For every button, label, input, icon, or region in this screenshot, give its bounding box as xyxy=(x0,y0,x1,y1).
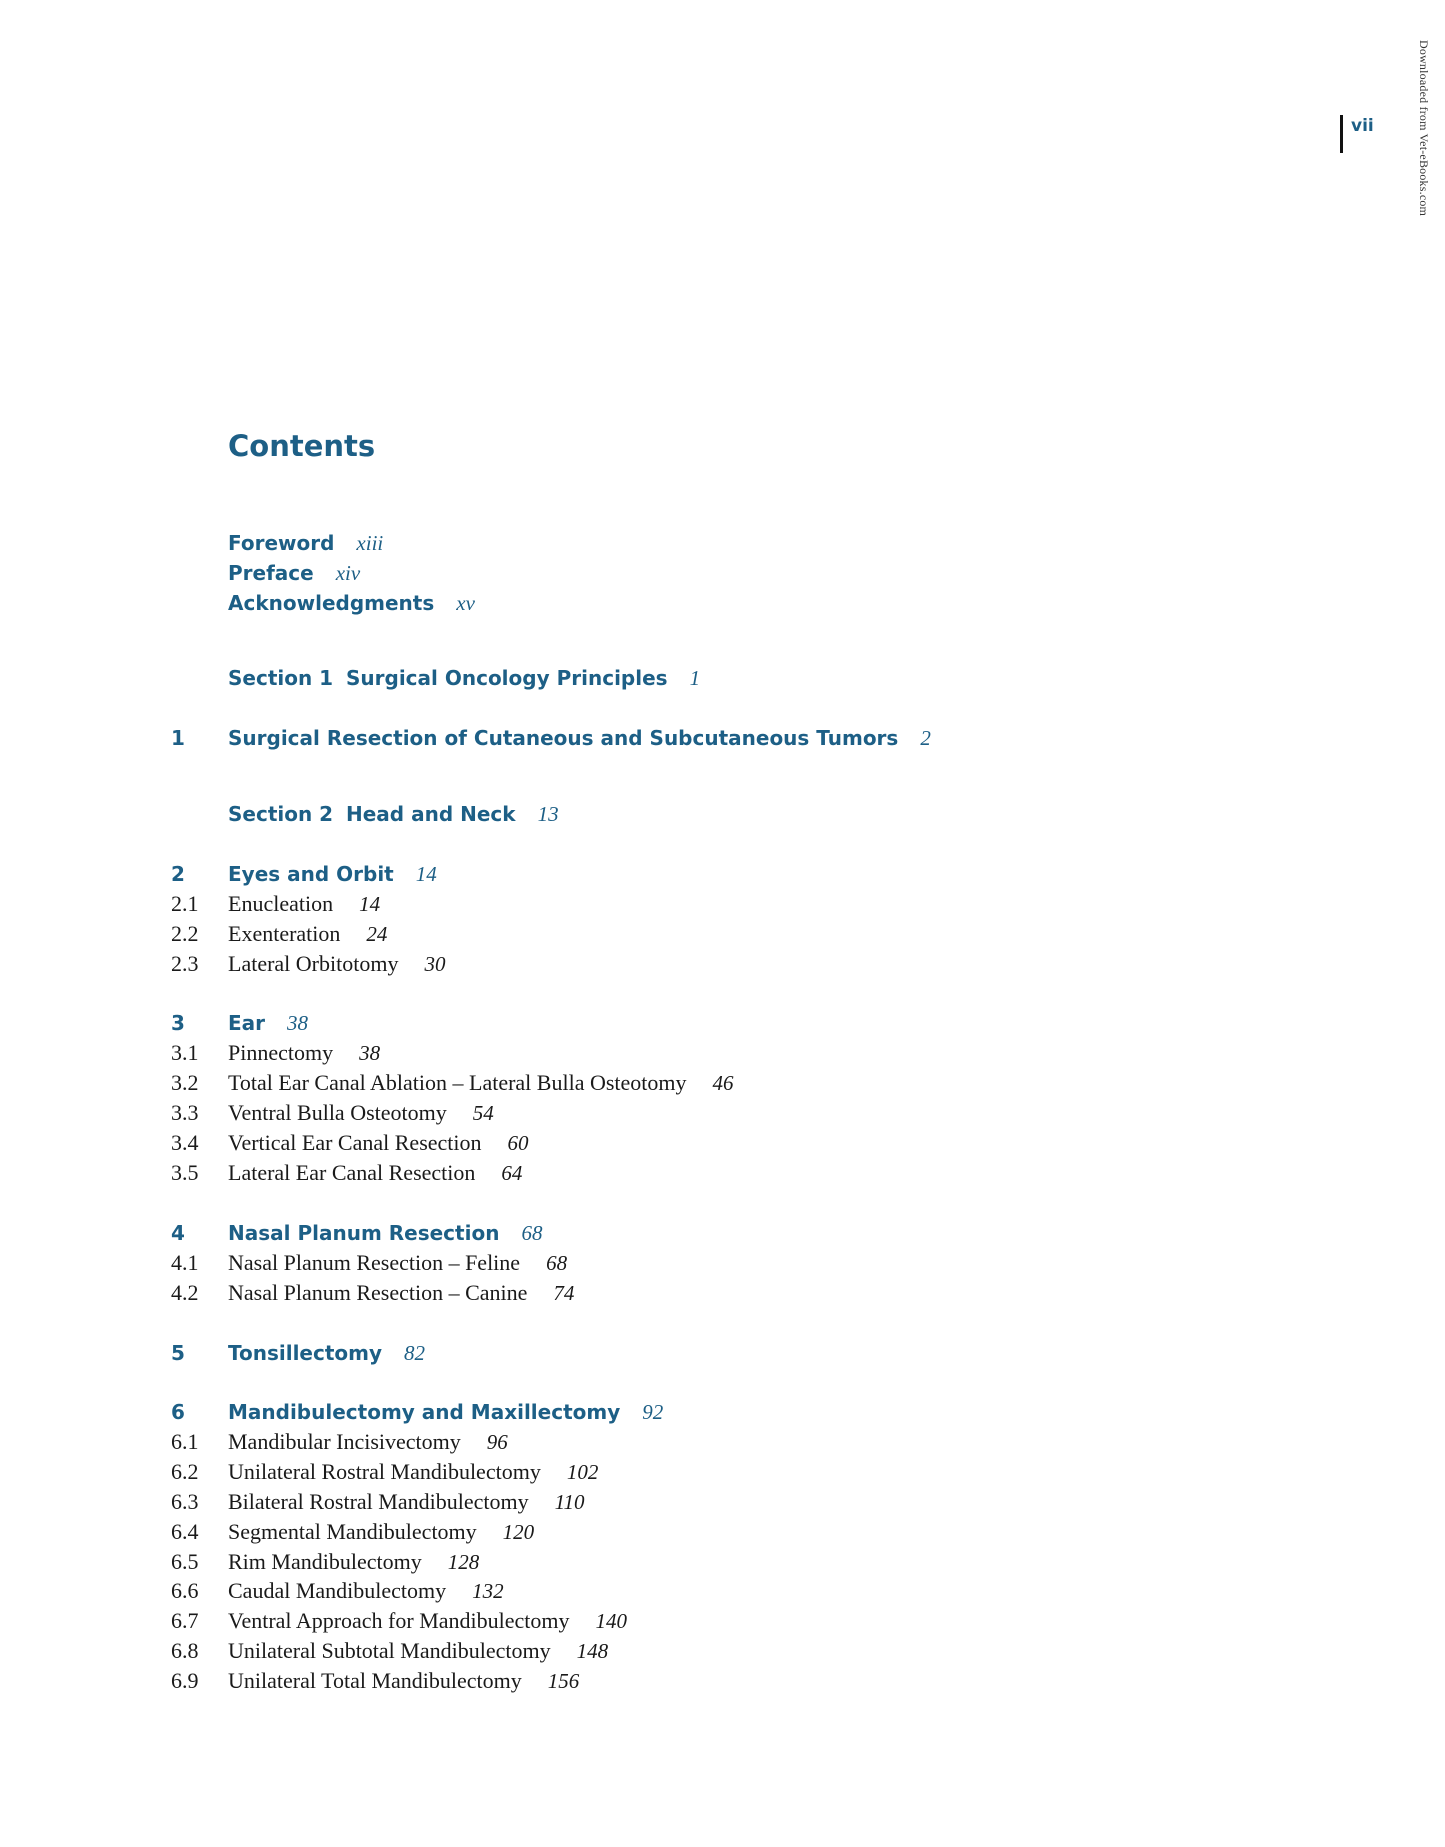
subentry-title: Lateral Ear Canal Resection xyxy=(228,1160,476,1185)
subentry-number: 6.1 xyxy=(171,1429,199,1454)
subentry-title: Unilateral Rostral Mandibulectomy xyxy=(228,1459,541,1484)
subentry-page: 128 xyxy=(447,1550,480,1574)
subentry-title: Enucleation xyxy=(228,891,334,916)
chapter-number: 3 xyxy=(171,1011,185,1035)
subentry-number: 6.6 xyxy=(171,1578,199,1603)
subentry-number: 2.3 xyxy=(171,951,199,976)
subentry-title: Exenteration xyxy=(228,921,341,946)
subentry-page: 30 xyxy=(424,952,446,976)
chapter-page: 82 xyxy=(404,1341,426,1365)
entry-page: xiv xyxy=(335,561,361,585)
subentry-title: Lateral Orbitotomy xyxy=(228,951,399,976)
subentry-number: 4.2 xyxy=(171,1280,199,1305)
subentry-page: 24 xyxy=(366,922,388,946)
subentry-page: 14 xyxy=(359,892,381,916)
subentry-number: 3.2 xyxy=(171,1070,199,1095)
subentry-title: Rim Mandibulectomy xyxy=(228,1549,422,1574)
chapter-title: Eyes and Orbit xyxy=(228,862,394,886)
chapter-page: 38 xyxy=(287,1011,309,1035)
subentry-title: Pinnectomy xyxy=(228,1040,334,1065)
entry-title: Acknowledgments xyxy=(228,591,435,615)
subentry-page: 68 xyxy=(546,1251,568,1275)
chapter-number: 6 xyxy=(171,1400,185,1424)
chapter-page: 2 xyxy=(920,726,931,750)
subentry-page: 132 xyxy=(472,1579,504,1603)
subentry-title: Mandibular Incisivectomy xyxy=(228,1429,461,1454)
chapter-number: 4 xyxy=(171,1221,185,1245)
subentry-number: 6.2 xyxy=(171,1459,199,1484)
section-page: 13 xyxy=(537,802,559,826)
chapter-page: 14 xyxy=(415,862,437,886)
page-number: vii xyxy=(1340,115,1374,153)
subentry-title: Ventral Bulla Osteotomy xyxy=(228,1100,447,1125)
subentry-number: 2.1 xyxy=(171,891,199,916)
subentry-title: Unilateral Subtotal Mandibulectomy xyxy=(228,1638,551,1663)
section-page: 1 xyxy=(689,666,701,690)
section-title: Surgical Oncology Principles xyxy=(346,666,668,690)
section-label: Section 1 xyxy=(228,666,334,690)
subentry-number: 6.3 xyxy=(171,1489,199,1514)
subentry-number: 6.9 xyxy=(171,1668,199,1693)
chapter-number: 1 xyxy=(171,726,185,750)
subentry-number: 3.1 xyxy=(171,1040,199,1065)
chapter-page: 92 xyxy=(642,1400,664,1424)
subentry-page: 64 xyxy=(501,1161,523,1185)
subentry-page: 120 xyxy=(502,1520,535,1544)
entry-title: Foreword xyxy=(228,531,335,555)
chapter-number: 5 xyxy=(171,1341,185,1365)
subentry-page: 60 xyxy=(507,1131,529,1155)
contents-title: Contents xyxy=(228,429,376,463)
subentry-number: 3.4 xyxy=(171,1130,199,1155)
subentry-page: 46 xyxy=(712,1071,734,1095)
subentry-page: 102 xyxy=(566,1460,599,1484)
subentry-page: 156 xyxy=(547,1669,580,1693)
subentry-number: 2.2 xyxy=(171,921,199,946)
download-watermark: Downloaded from Vet-eBooks.com xyxy=(1417,40,1431,217)
subentry-title: Bilateral Rostral Mandibulectomy xyxy=(228,1489,529,1514)
subentry-title: Total Ear Canal Ablation – Lateral Bulla Osteotomy xyxy=(228,1070,687,1095)
subentry-number: 6.7 xyxy=(171,1608,199,1633)
subentry-number: 6.8 xyxy=(171,1638,199,1663)
subentry-title: Caudal Mandibulectomy xyxy=(228,1578,447,1603)
subentry-title: Nasal Planum Resection – Canine xyxy=(228,1280,528,1305)
subentry-page: 74 xyxy=(553,1281,575,1305)
subentry-number: 3.3 xyxy=(171,1100,199,1125)
subentry-number: 3.5 xyxy=(171,1160,199,1185)
chapter-number: 2 xyxy=(171,862,185,886)
subentry-page: 38 xyxy=(359,1041,381,1065)
chapter-title: Nasal Planum Resection xyxy=(228,1221,500,1245)
subentry-title: Nasal Planum Resection – Feline xyxy=(228,1250,521,1275)
chapter-title: Tonsillectomy xyxy=(228,1341,383,1365)
subentry-page: 148 xyxy=(576,1639,609,1663)
subentry-title: Vertical Ear Canal Resection xyxy=(228,1130,482,1155)
entry-page: xiii xyxy=(356,531,384,555)
subentry-page: 54 xyxy=(472,1101,494,1125)
section-title: Head and Neck xyxy=(346,802,516,826)
subentry-number: 4.1 xyxy=(171,1250,199,1275)
subentry-page: 96 xyxy=(486,1430,508,1454)
section-label: Section 2 xyxy=(228,802,334,826)
subentry-number: 6.5 xyxy=(171,1549,199,1574)
chapter-page: 68 xyxy=(521,1221,543,1245)
chapter-title: Mandibulectomy and Maxillectomy xyxy=(228,1400,621,1424)
entry-page: xv xyxy=(456,591,475,615)
subentry-title: Unilateral Total Mandibulectomy xyxy=(228,1668,522,1693)
subentry-page: 140 xyxy=(595,1609,628,1633)
subentry-page: 110 xyxy=(554,1490,585,1514)
entry-title: Preface xyxy=(228,561,314,585)
subentry-title: Ventral Approach for Mandibulectomy xyxy=(228,1608,570,1633)
subentry-number: 6.4 xyxy=(171,1519,199,1544)
chapter-title: Surgical Resection of Cutaneous and Subcutaneous Tumors xyxy=(228,726,899,750)
chapter-title: Ear xyxy=(228,1011,266,1035)
subentry-title: Segmental Mandibulectomy xyxy=(228,1519,477,1544)
